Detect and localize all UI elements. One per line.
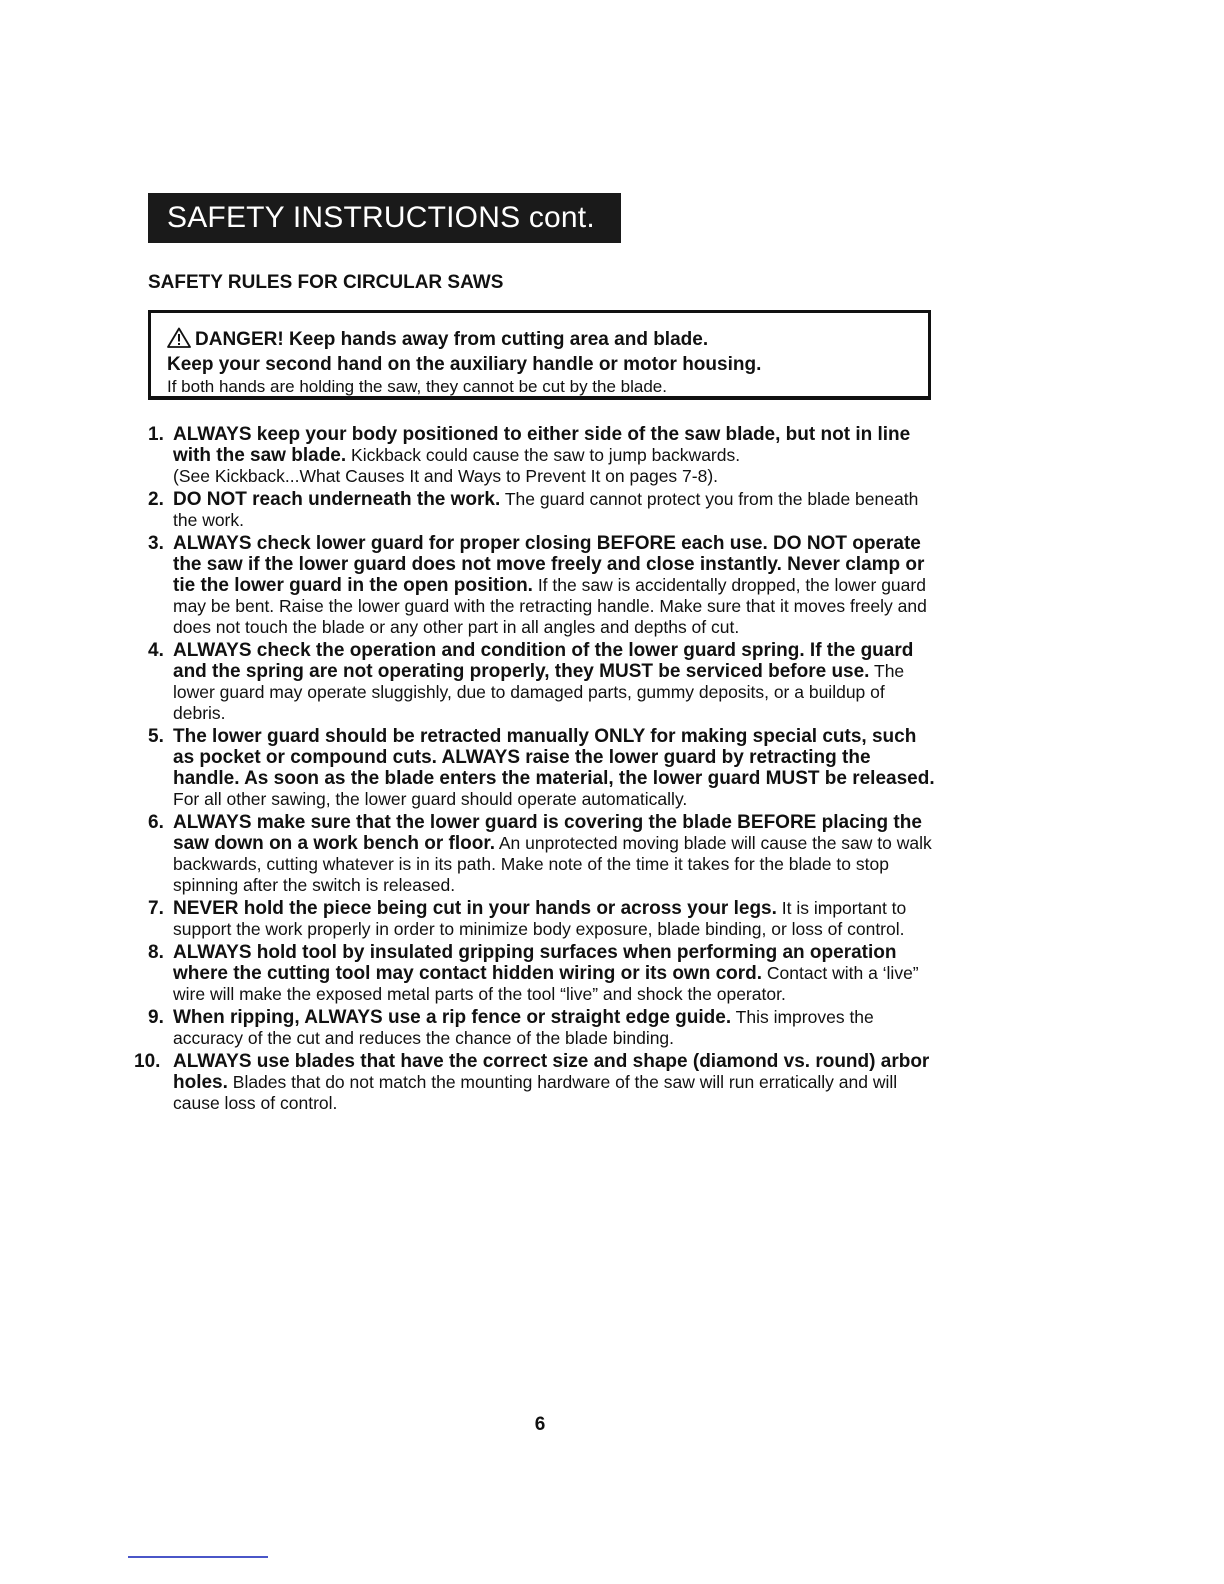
rule-item [148,533,938,638]
rule-number: 2. [148,489,164,510]
footer-divider [128,1556,268,1558]
rule-text: For all other sawing, the lower guard should operate automatically. [173,789,688,809]
rule-item [148,812,938,896]
rule-emphasis: When ripping, ALWAYS use a rip fence or straight edge guide. [173,1007,732,1028]
rule-reference: (See Kickback...What Causes It and Ways to Prevent It on pages 7-8). [173,466,719,486]
rule-emphasis: ALWAYS make sure that the lower guard is covering the blade BEFORE placing the saw down on a work bench or floor. [173,812,922,854]
rule-number: 4. [148,640,164,661]
rule-item [134,1051,938,1114]
page-number-text: 6 [534,1414,546,1435]
rule-number: 5. [148,726,164,747]
danger-box [148,310,931,400]
rule-number: 7. [148,898,164,919]
rule-item [148,942,938,1005]
rule-item [148,424,938,487]
section-title: SAFETY RULES FOR CIRCULAR SAWS [148,272,504,293]
rule-emphasis: NEVER hold the piece being cut in your hands or across your legs. [173,898,777,919]
rule-text: Blades that do not match the mounting hardware of the saw will run erratically and will cause loss of control. [173,1072,898,1113]
rule-emphasis: ALWAYS check lower guard for proper closing BEFORE each use. DO NOT operate the saw if the lower guard does not move freely and close instantly. Never clamp or tie the lower guard in the open position. [173,533,925,596]
rule-item [148,726,938,810]
rule-emphasis: ALWAYS hold tool by insulated gripping surfaces when performing an operation where the cutting tool may contact hidden wiring or its own cord. [173,942,897,984]
rule-emphasis: ALWAYS keep your body positioned to either side of the saw blade, but not in line with the saw blade. [173,424,911,466]
rule-text: Kickback could cause the saw to jump backwards. [346,445,741,465]
rule-text: This improves the accuracy of the cut and reduces the chance of the blade binding. [173,1007,874,1048]
rule-number: 10. [134,1051,161,1072]
page-number [0,1414,1080,1436]
rule-number: 8. [148,942,164,963]
safety-rules-list [134,424,938,1116]
rule-text: Contact with a ‘live” wire will make the exposed metal parts of the tool “live” and shock the operator. [173,963,919,1004]
rule-emphasis: ALWAYS check the operation and condition of the lower guard spring. If the guard and the spring are not operating properly, they MUST be serviced before use. [173,640,914,682]
rule-number: 6. [148,812,164,833]
rule-emphasis: DO NOT reach underneath the work. [173,489,501,510]
rule-text: It is important to support the work properly in order to minimize body exposure, blade binding, or loss of control. [173,898,907,939]
warning-triangle-icon [167,327,191,354]
danger-line-1-text: DANGER! Keep hands away from cutting area and blade. [195,329,709,350]
rule-emphasis: The lower guard should be retracted manually ONLY for making special cuts, such as pocket or compound cuts. ALWAYS raise the lower guard by retracting the handle. As soon as the blade enters the material, the lower guard MUST be released. [173,726,935,789]
danger-line-1 [167,327,928,354]
rule-text: The lower guard may operate sluggishly, due to damaged parts, gummy deposits, or a buildup of debris. [173,661,905,723]
rule-text: If the saw is accidentally dropped, the lower guard may be bent. Raise the lower guard with the retracting handle. Make sure that it moves freely and does not touch the blade or any other part in all angles and depths of cut. [173,575,927,637]
rule-number: 9. [148,1007,164,1028]
rule-item [148,1007,938,1049]
rule-text: An unprotected moving blade will cause the saw to walk backwards, cutting whatever is in its path. Make note of the time it takes for the blade to stop spinning after the switch is released. [173,833,932,895]
rule-item [148,489,938,531]
section-header: SAFETY INSTRUCTIONS cont. [148,193,621,243]
rule-emphasis: ALWAYS use blades that have the correct size and shape (diamond vs. round) arbor holes. [173,1051,930,1093]
danger-line-2: Keep your second hand on the auxiliary handle or motor housing. [167,354,762,375]
rule-number: 1. [148,424,164,445]
rule-item [148,898,938,940]
danger-line-3: If both hands are holding the saw, they cannot be cut by the blade. [167,377,667,396]
rule-item [148,640,938,724]
rule-text: The guard cannot protect you from the blade beneath the work. [173,489,919,530]
rule-number: 3. [148,533,164,554]
